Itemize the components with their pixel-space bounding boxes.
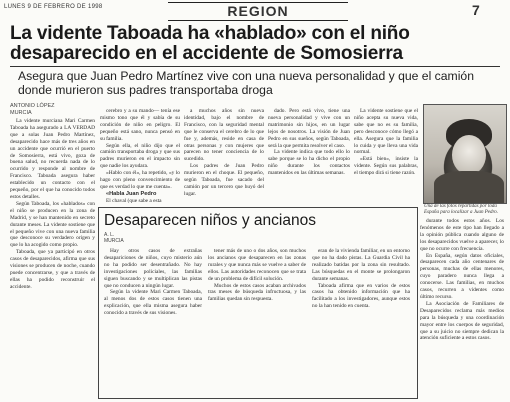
paragraph: La Asociación de Familiares de Desaparecidos reclama más medios para la búsqueda y una coordinación mayor entre los cuerpos de seguridad, que a su juicio no siempre dedican la atención suficiente a estos casos. xyxy=(420,300,504,342)
paragraph: Taboada afirma que en varios de estos casos ha obtenido información que ha facilitado a los investigadores, aunque estos no la han tenido en cuenta. xyxy=(312,282,410,310)
paragraph: tener más de uno o dos años, son muchos los ancianos que desaparecen en las zonas rurales y que nunca más se vuelve a saber de ellos. Las autoridades reconocen que se trata de un problema de difícil solución. xyxy=(208,248,306,282)
paragraph: El chaval (que sabe a esta xyxy=(106,197,162,204)
paragraph: dado. Pero está vivo, tiene una nueva personalidad y vive con un matrimonio sin hijos, en un lugar lejos de nosotros. La visión de Juan Pedro en sus sueños, según Taboada, será la que permita resolver el caso. xyxy=(268,108,350,149)
sidebar-byline xyxy=(104,232,124,244)
article-headline: La vidente Taboada ha «hablado» con el niño desaparecido en el accidente de Somosierra xyxy=(10,23,410,64)
paragraph: a muchos años sin nueva identidad, bajo el nombre de Francisco, con la seguridad mental que le conserva el cerebro de lo que fue y, además, reside en casa de otras personas y con mujeres que parecen no tener conciencia de lo sucedido. xyxy=(184,108,264,163)
paragraph: Según ella, el niño dijo que el camión transportaba droga y que sus padres murieron en el impacto sin que nadie los ayudara. xyxy=(100,142,180,170)
article-column-2 xyxy=(100,108,180,204)
byline-name: ANTONIO LÓPEZ xyxy=(10,103,55,109)
headline-rule xyxy=(10,66,500,67)
article-column-4 xyxy=(268,108,350,200)
sidebar-headline: Desaparecen niños y ancianos xyxy=(104,212,316,229)
paragraph: Según la vidente Mari Carmen Taboada, al menos dos de estos casos tienen una explicación, que ella misma asegura haber conocido a través de sus visiones. xyxy=(104,289,202,317)
sidebar-byline-place: MURCIA xyxy=(104,238,124,244)
paragraph: «Hablo con él», ha repetido, «y lo hago con pleno convencimiento de que es verdad lo que me cuenta». xyxy=(100,170,180,190)
paragraph: Según Taboada, los «hablados» con el niño se producen en la zona de Madrid, y se han mantenido en secreto durante meses. La vidente sostiene que el pequeño vive con una nueva familia que desconoce su verdadero origen y que lo ha acogido como propio. xyxy=(10,200,95,249)
photo-caption: Una de las fotos repartidas por toda España para localizar a Juan Pedro. xyxy=(424,204,498,215)
paragraph: La vidente murciana Mari Carmen Taboada ha asegurado a LA VERDAD que a solas Juan Pedro Martínez, desaparecido hace más de tres años en un accidente que ocurrió en el puerto de Somosierra, está vivo, goza de buena salud, no recuerda nada de lo ocurrido y responde al nombre de Francisco. Taboada asegura haber establecido un contacto con el pequeño, por el que ha conocido todos estos detalles. xyxy=(10,118,95,200)
article-column-6 xyxy=(420,218,504,398)
paragraph: cerebro y a su mando— tenía ese mismo tono que él y sabía de su condición de niño en peligro. El pequeño está sano, nunca pensó en su familia. xyxy=(100,108,180,142)
article-column-5 xyxy=(354,108,418,194)
byline-place: MURCIA xyxy=(10,110,32,116)
paragraph: «Está bien», insiste la vidente. Según sus palabras, el tiempo dirá si tiene razón. xyxy=(354,156,418,177)
paragraph: La vidente sostiene que el niño acepta su nueva vida, sabe que no es su familia, pero desconoce cómo llegó a ella. Asegura que la familia lo cuida y que lleva una vida normal. xyxy=(354,108,418,156)
portrait-photo xyxy=(423,104,507,204)
paragraph: durante todos estos años. Los fenómenos de este tipo han llegado a la opinión pública cuando alguno de los desaparecidos vuelve a aparecer, lo que no ocurre con frecuencia. xyxy=(420,218,504,252)
section-subhead: «Habla Juan Pedro xyxy=(106,190,157,197)
paragraph: Taboada, que ya participó en otros casos de desaparecidos, afirma que sus visiones se producen de noche, cuando puede concentrarse, y que a través de ellas ha podido reconstruir el accidente. xyxy=(10,249,95,290)
photo-body xyxy=(434,171,504,203)
paragraph: Los padres de Juan Pedro murieron en el choque. El pequeño, según Taboada, fue sacado del camión por un tercero que huyó del lugar. xyxy=(184,163,264,197)
article-byline xyxy=(10,103,55,117)
page-number: 7 xyxy=(472,2,480,18)
issue-date: LUNES 9 DE FEBRERO DE 1998 xyxy=(4,4,103,10)
paragraph: La vidente indica que todo ello lo sabe porque se lo ha dicho el propio niño durante los contactos mantenidos en las últimas semanas. xyxy=(268,149,350,177)
article-column-1 xyxy=(10,118,95,400)
section-header xyxy=(168,2,348,21)
paragraph: eran de la vivienda familiar, en un entorno que no ha dado pistas. La Guardia Civil ha realizado batidas por la zona sin resultado. Las búsquedas en el monte se prolongaron durante semanas. xyxy=(312,248,410,282)
paragraph: Muchos de estos casos acaban archivados tras meses de búsqueda infructuosa, y las familias quedan sin respuesta. xyxy=(208,282,306,303)
article-subhead: Asegura que Juan Pedro Martínez vive con una nueva personalidad y que el camión donde murieron sus padres transportaba droga xyxy=(18,69,474,97)
paragraph: En España, según datos oficiales, desaparecen cada año centenares de personas, muchas de ellas menores, cuyo paradero nunca llega a conocerse. Las familias, en muchos casos, recurren a videntes como último recurso. xyxy=(420,252,504,300)
section-title: REGION xyxy=(227,3,289,19)
sidebar-column-2 xyxy=(208,248,306,394)
sidebar-column-1 xyxy=(104,248,202,394)
photo-face xyxy=(452,135,486,175)
sidebar-byline-name: A. L. xyxy=(104,232,115,238)
sidebar-column-3 xyxy=(312,248,410,394)
article-column-3 xyxy=(184,108,264,200)
paragraph: Hay otros casos de extrañas desapariciones de niños, cuyo misterio aún no ha podido ser desentrañado. No hay investigaciones policiales, las familias siguen buscando y se multiplican las pistas que no conducen a ningún lugar. xyxy=(104,248,202,289)
